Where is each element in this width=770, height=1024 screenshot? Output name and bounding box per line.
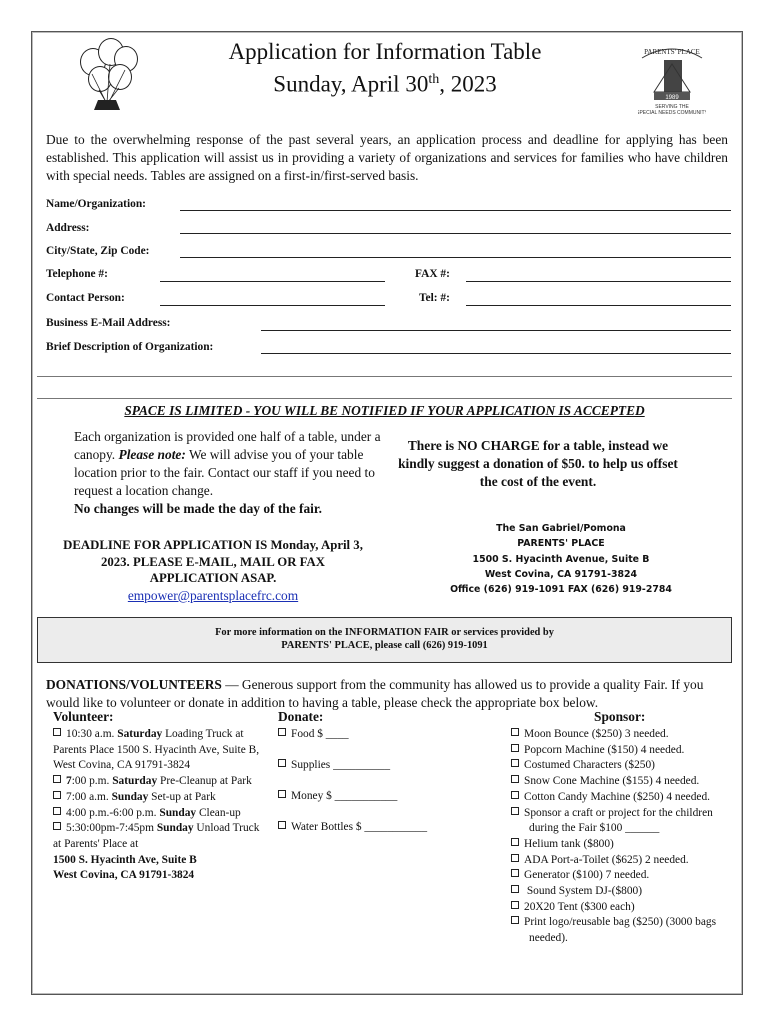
sponsor-option: Popcorn Machine ($150) 4 needed. [511,743,729,759]
sponsor-option: Helium tank ($800) [511,837,729,853]
address-label: Address: [46,222,90,234]
donate-checkbox[interactable] [278,759,286,767]
donations-paragraph: DONATIONS/VOLUNTEERS — Generous support from the community has allowed us to provide a quality Fair. If you would like to volunteer or donate in addition to having a table, please check the appropriate box below. [46,677,704,710]
tel-label: Tel: #: [419,292,450,304]
sponsor-option: Costumed Characters ($250) [511,758,729,774]
address-line: Office (626) 919-1091 FAX (626) 919-2784 [450,584,672,596]
sponsor-option: Snow Cone Machine ($155) 4 needed. [511,774,729,790]
volunteer-option: 7:00 a.m. Sunday Set-up at Park [53,790,265,806]
svg-text:PARENTS' PLACE: PARENTS' PLACE [644,48,700,56]
contact-field[interactable] [160,305,385,306]
sponsor-checkbox[interactable] [511,775,519,783]
name-label: Name/Organization: [46,198,146,210]
sponsor-checkbox[interactable] [511,916,519,924]
event-date: Sunday, April 30th, 2023 [273,71,497,97]
sponsor-option: 20X20 Tent ($300 each) [511,900,729,916]
page-title: Application for Information Table [228,39,542,64]
sponsor-list [511,727,729,947]
sponsor-option: Generator ($100) 7 needed. [511,868,729,884]
sponsor-checkbox[interactable] [511,838,519,846]
donate-option: Water Bottles $ ___________ [278,820,478,836]
sponsor-checkbox[interactable] [511,869,519,877]
city-field[interactable] [180,257,731,258]
volunteer-checkbox[interactable] [53,791,61,799]
volunteer-checkbox[interactable] [53,728,61,736]
volunteer-checkbox[interactable] [53,775,61,783]
sponsor-option: Print logo/reusable bag ($250) (3000 bags needed). [511,915,729,946]
sponsor-checkbox[interactable] [511,728,519,736]
volunteer-checkbox[interactable] [53,822,61,830]
volunteer-option: 4:00 p.m.-6:00 p.m. Sunday Clean-up [53,806,265,822]
address-block [418,521,704,597]
description-field[interactable] [261,353,731,354]
sponsor-checkbox[interactable] [511,744,519,752]
telephone-label: Telephone #: [46,268,108,280]
svg-text:1989: 1989 [665,95,679,101]
sponsor-checkbox[interactable] [511,901,519,909]
info-line: For more information on the INFORMATION FAIR or services provided by [215,627,554,638]
email-link[interactable]: empower@parentsplacefrc.com [127,588,299,603]
volunteer-option: 10:30 a.m. Saturday Loading Truck at Parents Place 1500 S. Hyacinth Ave, Suite B, West Covina, CA 91791-3824 [53,728,260,772]
name-field[interactable] [180,210,731,211]
volunteer-option: 5:30:00pm-7:45pm Sunday Unload Truck at Parents' Place at 1500 S. Hyacinth Ave, Suite B West Covina, CA 91791-3824 [53,822,260,882]
sponsor-option: Cotton Candy Machine ($250) 4 needed. [511,790,729,806]
sponsor-heading: Sponsor: [594,709,646,724]
description-label: Brief Description of Organization: [46,341,214,353]
city-label: City/State, Zip Code: [46,245,150,257]
deadline-text: DEADLINE FOR APPLICATION IS Monday, April 3, 2023. PLEASE E-MAIL, MAIL OR FAX APPLICATION ASAP. [63,538,363,585]
donate-heading: Donate: [278,709,324,724]
donate-option: Food $ ____ [278,727,478,758]
sponsor-option: Sound System DJ-($800) [511,884,729,900]
address-line: West Covina, CA 91791-3824 [484,568,638,580]
intro-paragraph: Due to the overwhelming response of the past several years, an application process and deadline for applying has been established. This application will assist us in providing a variety of organizations and services for families who have children with special needs. Tables are assigned on a first-in/first-served basis. [46,132,728,183]
info-line: PARENTS' PLACE, please call (626) 919-1091 [281,640,488,651]
donate-checkbox[interactable] [278,821,286,829]
email-field[interactable] [261,330,731,331]
contact-label: Contact Person: [46,292,125,304]
volunteer-option: 7:00 p.m. Saturday Pre-Cleanup at Park [53,774,265,790]
parents-place-seal-icon [638,34,706,120]
sponsor-checkbox[interactable] [511,885,519,893]
volunteer-heading: Volunteer: [53,709,114,724]
fax-label: FAX #: [415,268,450,280]
svg-text:SERVING THE: SERVING THE [655,104,689,110]
sponsor-checkbox[interactable] [511,807,519,815]
donate-option: Money $ ___________ [278,789,478,820]
email-label: Business E-Mail Address: [46,317,171,329]
fax-field[interactable] [466,281,731,282]
description-line-3[interactable] [37,398,732,399]
info-box [37,617,732,663]
space-limited-heading: SPACE IS LIMITED - YOU WILL BE NOTIFIED IF YOUR APPLICATION IS ACCEPTED [124,403,645,418]
sponsor-option: Moon Bounce ($250) 3 needed. [511,727,729,743]
table-info-paragraph: Each organization is provided one half of a table, under a canopy. Please note: We will advise you of your table location prior to the fair. Contact our staff if you need to request a location change. No changes will be made the day of the fair. [74,429,381,516]
tel-field[interactable] [466,305,731,306]
donate-checkbox[interactable] [278,790,286,798]
svg-text:SPECIAL NEEDS COMMUNITY: SPECIAL NEEDS COMMUNITY [638,110,706,116]
donate-option: Supplies __________ [278,758,478,789]
address-line: PARENTS' PLACE [517,538,605,550]
address-field[interactable] [180,233,731,234]
sponsor-checkbox[interactable] [511,854,519,862]
address-line: The San Gabriel/Pomona [496,523,626,534]
sponsor-checkbox[interactable] [511,759,519,767]
volunteer-list [53,727,265,884]
donate-list [278,727,478,836]
no-charge-text: There is NO CHARGE for a table, instead we kindly suggest a donation of $50. to help us offset the cost of the event. [398,438,678,489]
sponsor-option: ADA Port-a-Toilet ($625) 2 needed. [511,853,729,869]
address-line: 1500 S. Hyacinth Avenue, Suite B [472,553,650,565]
donate-checkbox[interactable] [278,728,286,736]
description-line-2[interactable] [37,376,732,377]
sponsor-option: Sponsor a craft or project for the children during the Fair $100 ______ [511,806,729,837]
sponsor-checkbox[interactable] [511,791,519,799]
telephone-field[interactable] [160,281,385,282]
volunteer-checkbox[interactable] [53,807,61,815]
